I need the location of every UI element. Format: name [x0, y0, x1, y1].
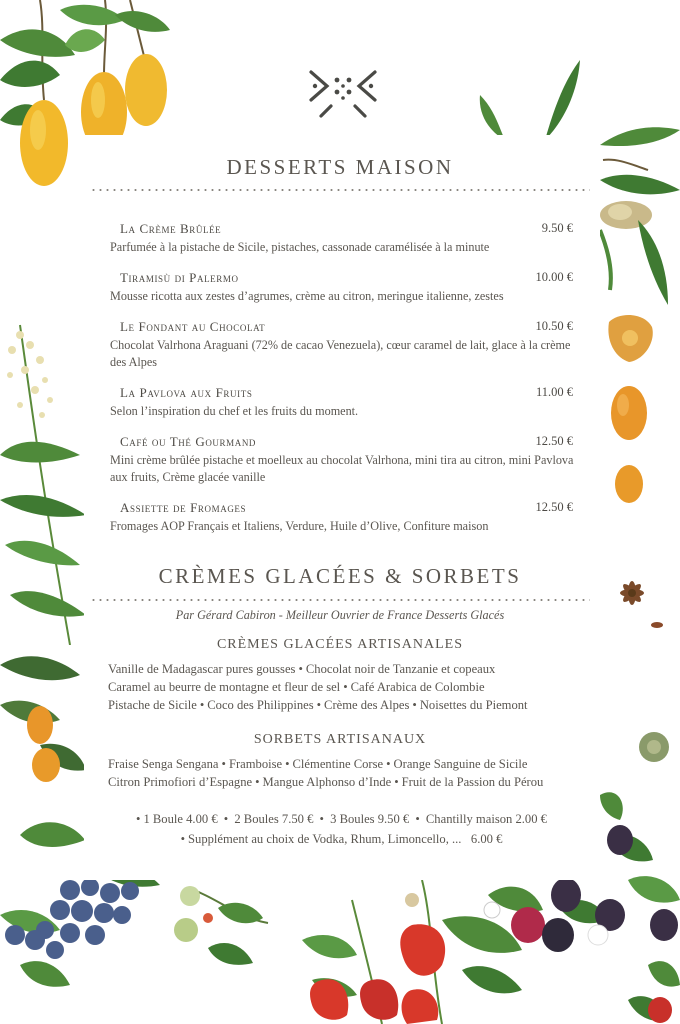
flavor-item: Mangue Alphonso d’Inde — [262, 775, 392, 789]
bullet-separator: • — [285, 757, 290, 771]
bullet-separator: • — [136, 812, 141, 826]
flavor-item: Orange Sanguine de Sicile — [393, 757, 528, 771]
kumquat-illustration — [0, 645, 86, 785]
flavor-item: Pistache de Sicile — [108, 698, 197, 712]
subsection-title-sorbets: SORBETS ARTISANAUX — [253, 732, 427, 747]
sorbets-list — [108, 755, 578, 791]
price-line — [90, 810, 590, 828]
dessert-name: Tiramisù di Palermo — [120, 270, 239, 285]
flavor-item: Vanille de Madagascar pures gousses — [108, 662, 296, 676]
flavor-item: Framboise — [228, 757, 283, 771]
bullet-separator: • — [412, 698, 417, 712]
dessert-description: Mousse ricotta aux zestes d’agrumes, crème au citron, meringue italienne, zestes — [110, 289, 504, 303]
flavor-item: Caramel au beurre de montagne et fleur de sel — [108, 680, 341, 694]
dessert-price: 9.50 € — [541, 221, 573, 235]
flavor-item: Citron Primofiori d’Espagne — [108, 775, 253, 789]
supplement-text: Supplément au choix de Vodka, Rhum, Limoncello, ... — [188, 832, 462, 846]
price-item: 1 Boule 4.00 € — [143, 812, 218, 826]
bullet-separator: • — [220, 812, 232, 826]
flavor-item: Crème des Alpes — [324, 698, 410, 712]
leaf-illustration — [470, 60, 590, 145]
dessert-item — [110, 221, 575, 256]
dessert-name: La Pavlova aux Fruits — [120, 385, 253, 400]
apricot-illustration-small — [612, 463, 646, 505]
dessert-price: 10.00 € — [535, 270, 573, 284]
dessert-item — [110, 434, 575, 486]
supplement-line — [90, 830, 590, 848]
gooseberry-illustration — [168, 878, 273, 978]
physalis-illustration — [604, 312, 656, 364]
flavor-item: Coco des Philippines — [207, 698, 314, 712]
dessert-description: Mini crème brûlée pistache et moelleux au chocolat Valrhona, mini tira au citron, mini Pavlova aux fruits, Crème glacée vanille — [110, 453, 574, 484]
price-item: 3 Boules 9.50 € — [330, 812, 410, 826]
bullet-separator: • — [255, 775, 260, 789]
dessert-description: Parfumée à la pistache de Sicile, pistaches, cassonade caramélisée à la minute — [110, 240, 490, 254]
bullet-separator: • — [386, 757, 391, 771]
bullet-separator: • — [316, 812, 328, 826]
dessert-item — [110, 500, 575, 535]
flavor-item: Noisettes du Piemont — [419, 698, 528, 712]
dessert-name: Assiette de Fromages — [120, 500, 247, 515]
byline: Par Gérard Cabiron - Meilleur Ouvrier de France Desserts Glacés — [175, 608, 505, 622]
dessert-price: 12.50 € — [535, 434, 573, 448]
bullet-separator: • — [316, 698, 322, 712]
bullet-separator: • — [180, 832, 186, 846]
dessert-name: Café ou Thé Gourmand — [120, 434, 257, 449]
dessert-price: 12.50 € — [535, 500, 573, 514]
section-title-glaces: CRÈMES GLACÉES & SORBETS — [158, 564, 522, 588]
dessert-item — [110, 319, 575, 371]
dessert-price: 10.50 € — [535, 319, 573, 333]
flowering-branch-illustration — [0, 315, 86, 645]
supplement-price: 6.00 € — [470, 832, 503, 846]
dessert-name: La Crème Brûlée — [120, 221, 222, 236]
section-title-desserts: DESSERTS MAISON — [226, 155, 454, 179]
dessert-item — [110, 270, 575, 305]
dotted-divider — [90, 599, 590, 601]
dotted-divider — [90, 189, 590, 191]
dessert-description: Chocolat Valrhona Araguani (72% de cacao Venezuela), cœur caramel de lait, glace à la crème des Alpes — [110, 338, 571, 369]
dessert-price: 11.00 € — [535, 385, 573, 399]
dessert-item — [110, 385, 575, 420]
dessert-description: Selon l’inspiration du chef et les fruits du moment. — [110, 404, 359, 418]
almond-branch-illustration — [598, 120, 680, 310]
bullet-separator: • — [394, 775, 399, 789]
price-item: 2 Boules 7.50 € — [234, 812, 314, 826]
restaurant-logo-icon — [307, 68, 379, 120]
bullet-separator: • — [412, 812, 423, 826]
flavor-item: Fraise Senga Sengana — [108, 757, 219, 771]
flavor-item: Café Arabica de Colombie — [350, 680, 485, 694]
dessert-name: Le Fondant au Chocolat — [120, 319, 266, 334]
bullet-separator: • — [199, 698, 205, 712]
cremes-list — [108, 660, 578, 714]
bullet-separator: • — [343, 680, 348, 694]
subsection-title-cremes: CRÈMES GLACÉES ARTISANALES — [216, 637, 464, 652]
bullet-separator: • — [221, 757, 226, 771]
apricot-illustration — [608, 383, 650, 443]
flavor-item: Clémentine Corse — [292, 757, 384, 771]
bullet-separator: • — [298, 662, 303, 676]
flavor-item: Chocolat noir de Tanzanie et copeaux — [305, 662, 496, 676]
dessert-description: Fromages AOP Français et Italiens, Verdure, Huile d’Olive, Confiture maison — [110, 519, 489, 533]
price-item: Chantilly maison 2.00 € — [425, 812, 547, 826]
flavor-item: Fruit de la Passion du Pérou — [401, 775, 544, 789]
